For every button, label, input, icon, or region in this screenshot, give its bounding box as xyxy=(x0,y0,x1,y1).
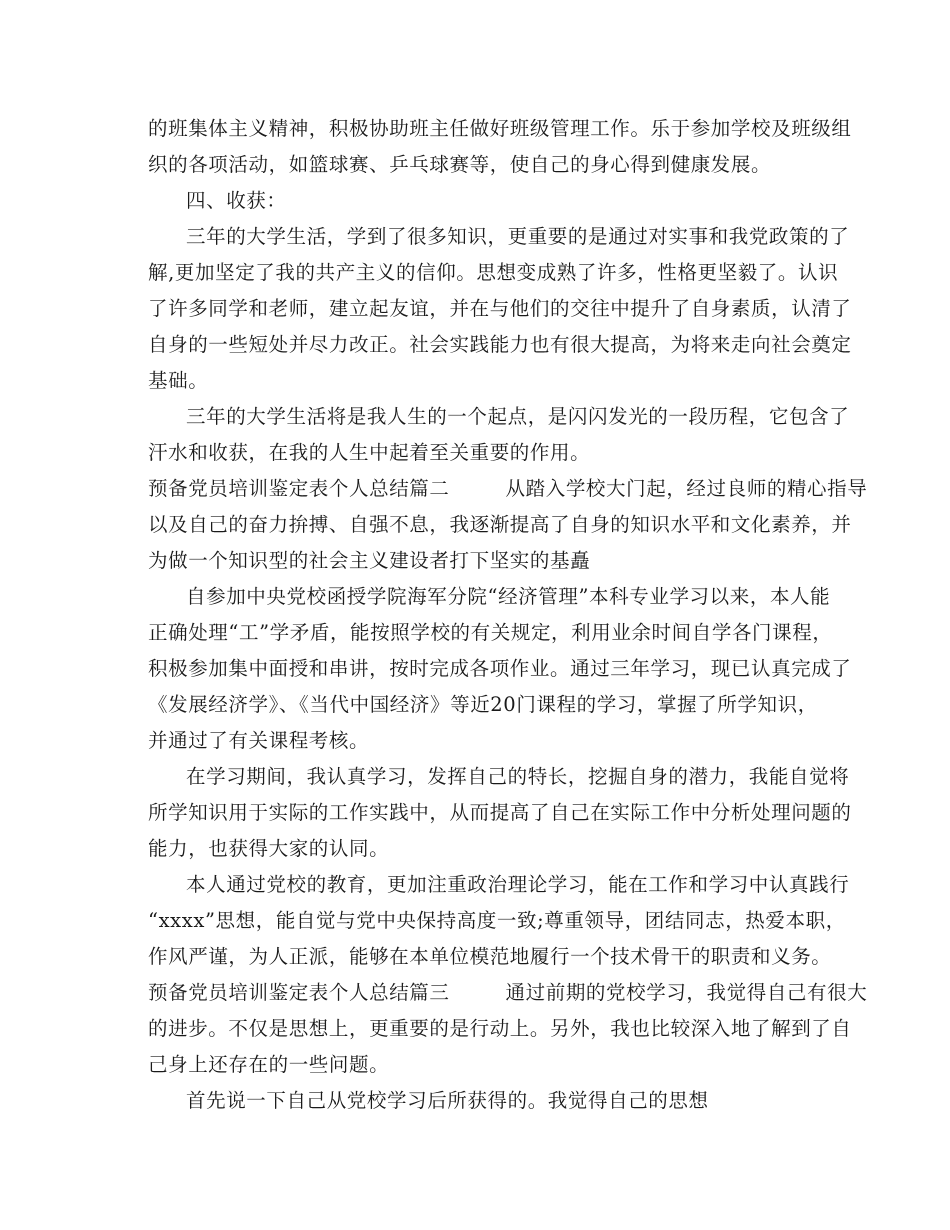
text-line: 以及自己的奋力拚搏、自强不息，我逐渐提高了自身的知识水平和文化素养，并 xyxy=(148,513,852,536)
text-line: 正确处理“工”学矛盾，能按照学校的有关规定，利用业余时间自学各门课程， xyxy=(148,621,833,644)
text-line: 的进步。不仅是思想上，更重要的是行动上。另外，我也比较深入地了解到了自 xyxy=(148,1017,852,1040)
text-line: 能力，也获得大家的认同。 xyxy=(148,837,390,860)
text-line: 的班集体主义精神，积极协助班主任做好班级管理工作。乐于参加学校及班级组 xyxy=(148,117,852,140)
text-line: 并通过了有关课程考核。 xyxy=(148,729,370,752)
text-line: 本人通过党校的教育，更加注重政治理论学习，能在工作和学习中认真践行 xyxy=(186,873,850,896)
text-line: 三年的大学生活，学到了很多知识，更重要的是通过对实事和我党政策的了 xyxy=(186,225,850,248)
section-title: 预备党员培训鉴定表个人总结篇三 xyxy=(148,981,450,1004)
text-line: 汗水和收获，在我的人生中起着至关重要的作用。 xyxy=(148,441,591,464)
text-line: 解,更加坚定了我的共产主义的信仰。思想变成熟了许多，性格更坚毅了。认识 xyxy=(148,261,839,284)
text-line: 基础。 xyxy=(148,369,209,392)
text-line: 所学知识用于实际的工作实践中，从而提高了自己在实际工作中分析处理问题的 xyxy=(148,801,852,824)
text-line: 《发展经济学》、《当代中国经济》等近20门课程的学习，掌握了所学知识， xyxy=(148,693,818,716)
text-line: 三年的大学生活将是我人生的一个起点，是闪闪发光的一段历程，它包含了 xyxy=(186,405,850,428)
title-line xyxy=(148,978,868,1008)
text-line: 首先说一下自己从党校学习后所获得的。我觉得自己的思想 xyxy=(186,1089,709,1112)
section-heading: 四、收获： xyxy=(186,189,287,212)
text-line: 织的各项活动，如篮球赛、乒乓球赛等，使自己的身心得到健康发展。 xyxy=(148,153,772,176)
text-line: 己身上还存在的一些问题。 xyxy=(148,1053,390,1076)
section-title: 预备党员培训鉴定表个人总结篇二 xyxy=(148,477,450,500)
title-line xyxy=(148,474,868,504)
text-line: 了许多同学和老师，建立起友谊，并在与他们的交往中提升了自身素质，认清了 xyxy=(148,297,852,320)
text-line: 通过前期的党校学习，我觉得自己有很大 xyxy=(505,981,868,1004)
text-line: “xxxx”思想，能自觉与党中央保持高度一致;尊重领导，团结同志，热爱本职， xyxy=(148,909,846,932)
text-line: 自参加中央党校函授学院海军分院“经济管理”本科专业学习以来，本人能 xyxy=(186,585,831,608)
text-line: 积极参加集中面授和串讲，按时完成各项作业。通过三年学习，现已认真完成了 xyxy=(148,657,852,680)
text-line: 在学习期间，我认真学习，发挥自己的特长，挖掘自身的潜力，我能自觉将 xyxy=(186,765,850,788)
text-line: 从踏入学校大门起，经过良师的精心指导 xyxy=(505,477,868,500)
text-line: 为做一个知识型的社会主义建设者打下坚实的基矗 xyxy=(148,549,591,572)
text-line: 自身的一些短处并尽力改正。社会实践能力也有很大提高，为将来走向社会奠定 xyxy=(148,333,852,356)
text-line: 作风严谨，为人正派，能够在本单位模范地履行一个技术骨干的职责和义务。 xyxy=(148,945,832,968)
